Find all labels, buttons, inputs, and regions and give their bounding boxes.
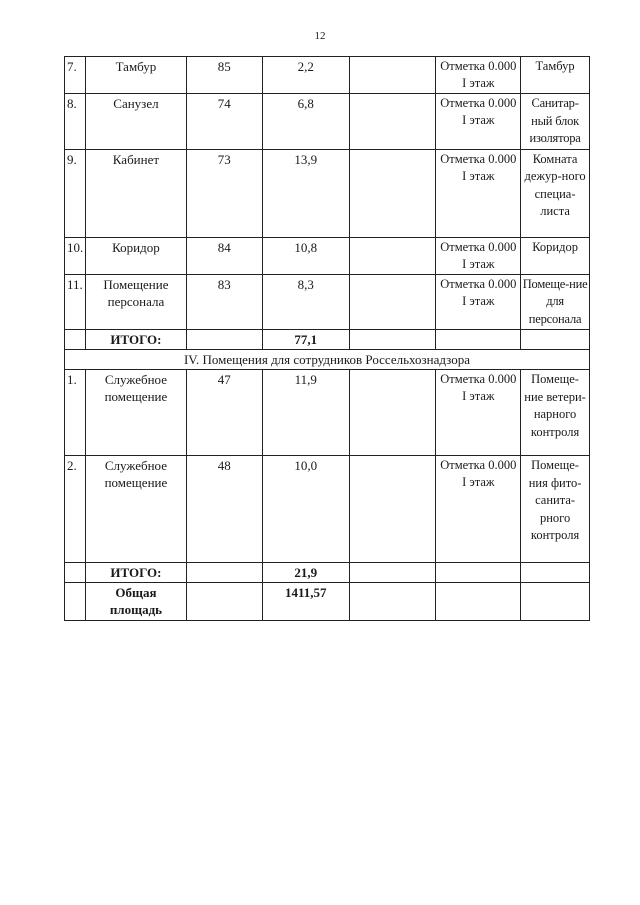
empty-cell: [436, 563, 521, 583]
empty-cell: [65, 583, 86, 621]
row-number: 7.: [65, 57, 86, 94]
room-name: Санузел: [86, 94, 187, 150]
floor-mark: Отметка 0.000 I этаж: [436, 274, 521, 330]
room-name: Кабинет: [86, 149, 187, 237]
grand-total-label: Общая площадь: [86, 583, 187, 621]
empty-cell: [65, 330, 86, 350]
row-number: 11.: [65, 274, 86, 330]
empty-cell: [186, 563, 262, 583]
room-area: 13,9: [262, 149, 349, 237]
total-row: [65, 563, 590, 583]
total-area: 77,1: [262, 330, 349, 350]
room-area: 2,2: [262, 57, 349, 94]
floor-mark: Отметка 0.000 I этаж: [436, 57, 521, 94]
room-code: 85: [186, 57, 262, 94]
floor-mark: Отметка 0.000 I этаж: [436, 149, 521, 237]
table-row: [65, 370, 590, 456]
room-code: 47: [186, 370, 262, 456]
room-area: 10,8: [262, 237, 349, 274]
empty-cell: [349, 94, 436, 150]
table-row: [65, 237, 590, 274]
room-code: 48: [186, 456, 262, 563]
room-area: 10,0: [262, 456, 349, 563]
total-area: 21,9: [262, 563, 349, 583]
row-number: 2.: [65, 456, 86, 563]
room-name: Коридор: [86, 237, 187, 274]
empty-cell: [349, 237, 436, 274]
total-row: [65, 330, 590, 350]
room-purpose: Коридор: [521, 237, 590, 274]
empty-cell: [186, 330, 262, 350]
room-name: Служебное помещение: [86, 456, 187, 563]
room-code: 84: [186, 237, 262, 274]
room-purpose: Помеще-ние ветери-нарного контроля: [521, 370, 590, 456]
room-code: 73: [186, 149, 262, 237]
room-area: 6,8: [262, 94, 349, 150]
table-row: [65, 149, 590, 237]
empty-cell: [436, 330, 521, 350]
empty-cell: [65, 563, 86, 583]
room-purpose: Помеще-ния фито-санита-рного контроля: [521, 456, 590, 563]
empty-cell: [349, 57, 436, 94]
grand-total-area: 1411,57: [262, 583, 349, 621]
floor-mark: Отметка 0.000 I этаж: [436, 94, 521, 150]
row-number: 1.: [65, 370, 86, 456]
section-title: IV. Помещения для сотрудников Россельхознадзора: [65, 350, 590, 370]
table-row: [65, 456, 590, 563]
section-header-row: [65, 350, 590, 370]
empty-cell: [521, 330, 590, 350]
row-number: 8.: [65, 94, 86, 150]
room-name: Помещение персонала: [86, 274, 187, 330]
table-row: [65, 274, 590, 330]
empty-cell: [349, 563, 436, 583]
empty-cell: [349, 149, 436, 237]
room-purpose: Санитар-ный блок изолятора: [521, 94, 590, 150]
empty-cell: [436, 583, 521, 621]
room-area: 8,3: [262, 274, 349, 330]
room-name: Тамбур: [86, 57, 187, 94]
empty-cell: [521, 583, 590, 621]
grand-total-row: [65, 583, 590, 621]
row-number: 10.: [65, 237, 86, 274]
room-purpose: Комната дежур-ного специа-листа: [521, 149, 590, 237]
floor-mark: Отметка 0.000 I этаж: [436, 370, 521, 456]
total-label: ИТОГО:: [86, 563, 187, 583]
empty-cell: [349, 583, 436, 621]
empty-cell: [186, 583, 262, 621]
empty-cell: [349, 370, 436, 456]
room-area: 11,9: [262, 370, 349, 456]
floor-mark: Отметка 0.000 I этаж: [436, 456, 521, 563]
table-row: [65, 57, 590, 94]
room-purpose: Помеще-ние для персонала: [521, 274, 590, 330]
room-code: 83: [186, 274, 262, 330]
empty-cell: [349, 330, 436, 350]
empty-cell: [349, 456, 436, 563]
table-row: [65, 94, 590, 150]
page-number: 12: [314, 30, 326, 42]
floor-mark: Отметка 0.000 I этаж: [436, 237, 521, 274]
empty-cell: [521, 563, 590, 583]
rooms-table: [64, 56, 590, 621]
empty-cell: [349, 274, 436, 330]
row-number: 9.: [65, 149, 86, 237]
room-code: 74: [186, 94, 262, 150]
total-label: ИТОГО:: [86, 330, 187, 350]
room-purpose: Тамбур: [521, 57, 590, 94]
room-name: Служебное помещение: [86, 370, 187, 456]
